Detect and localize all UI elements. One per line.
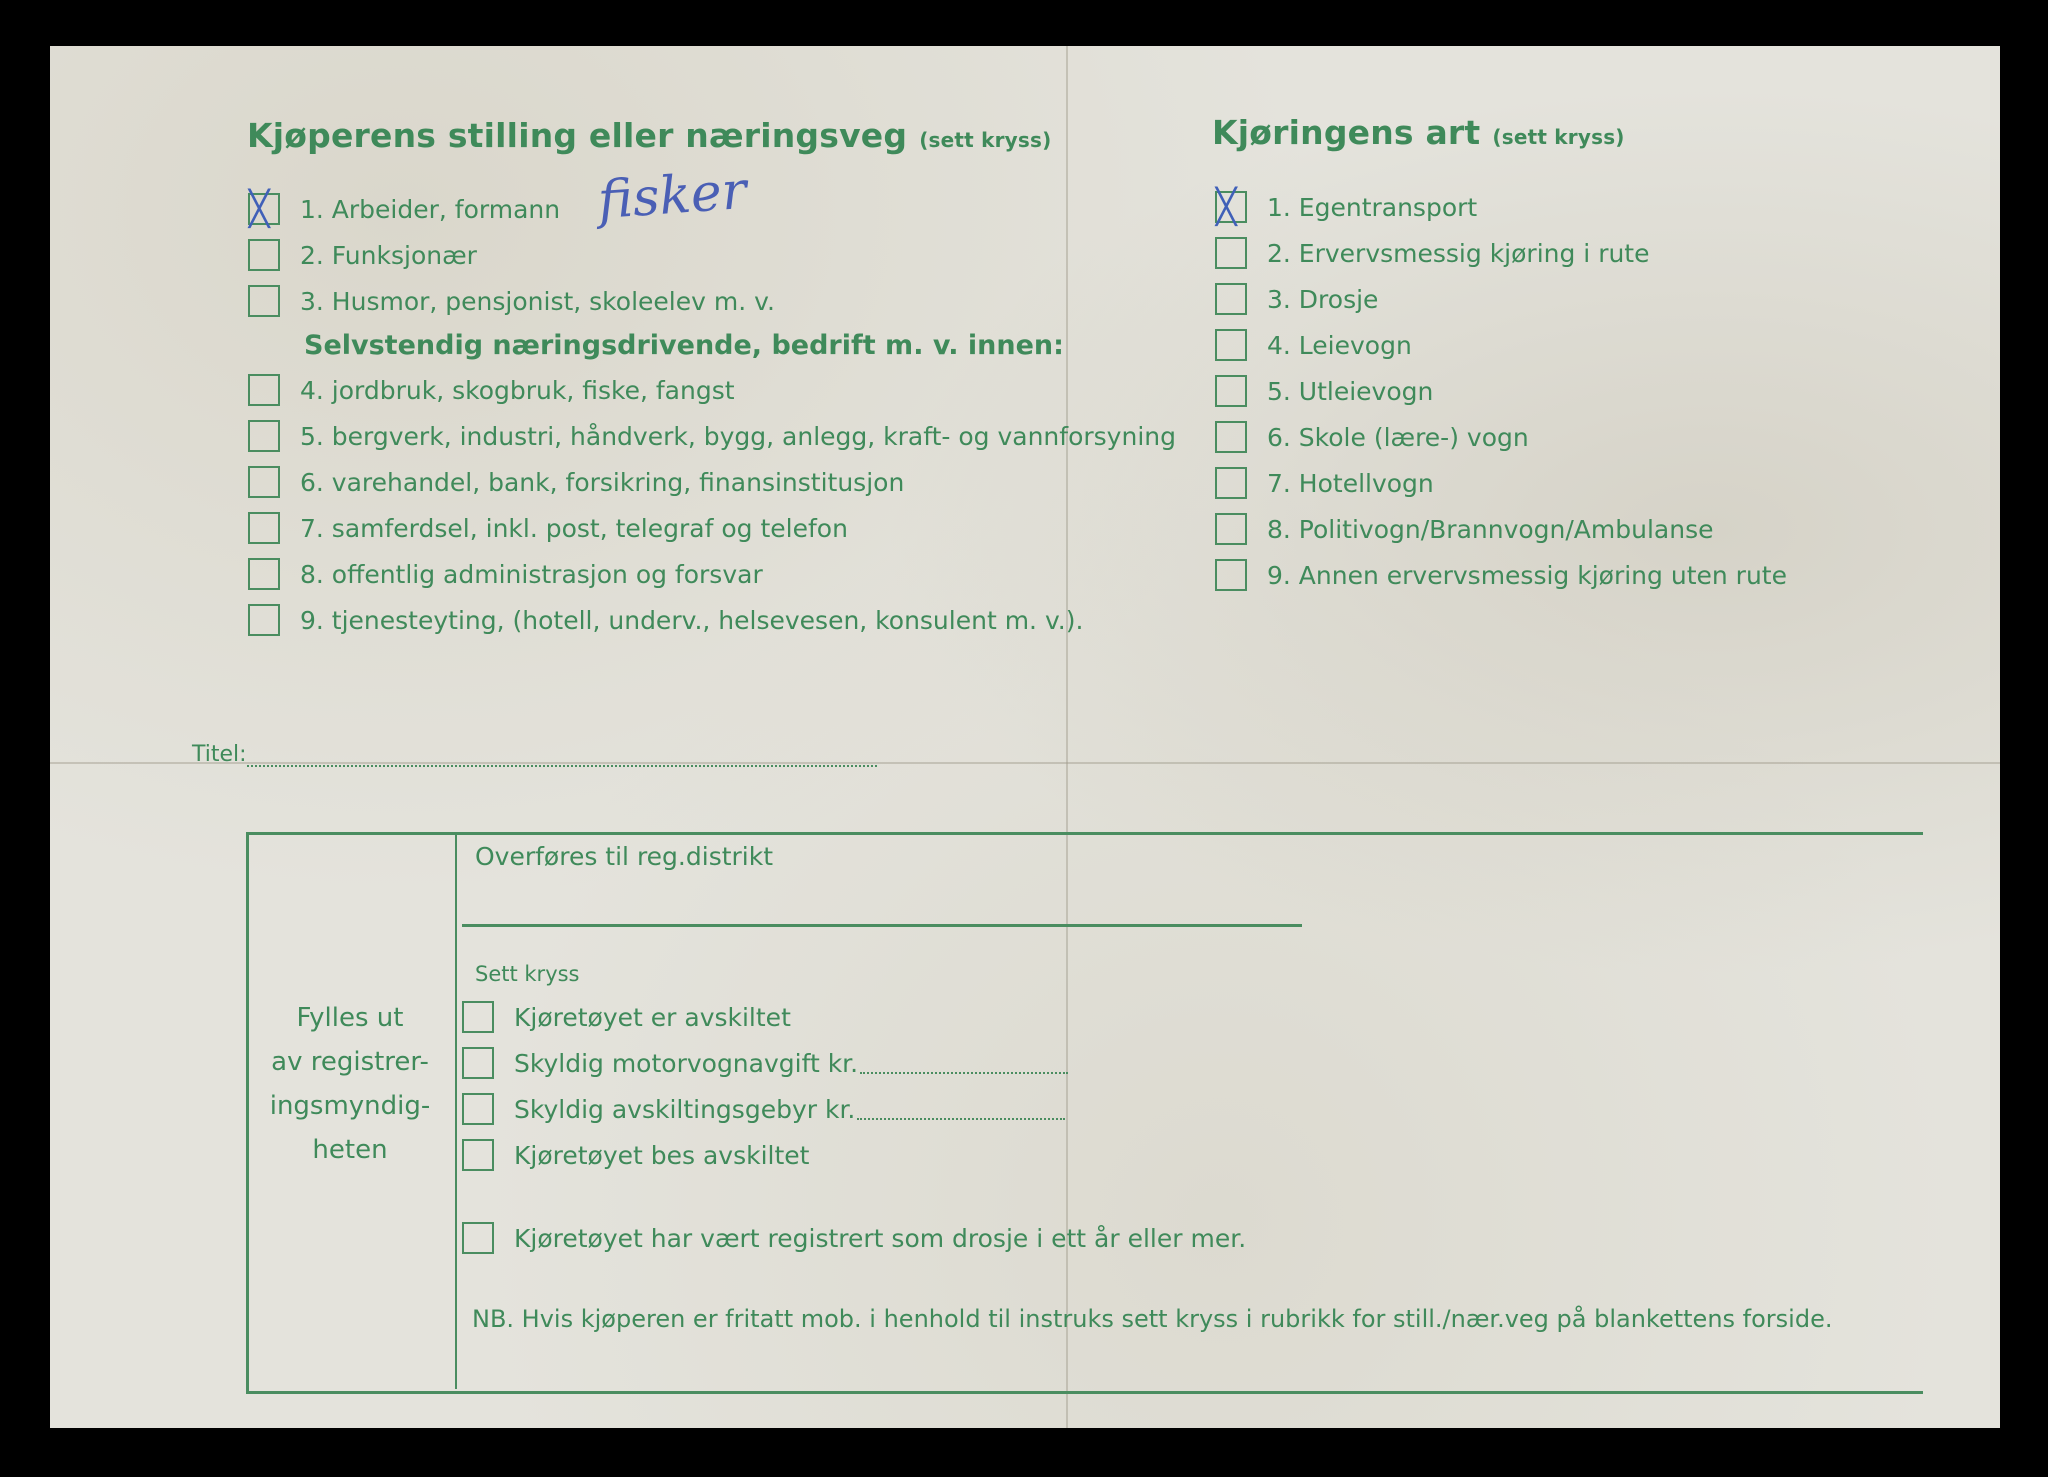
transfer-label: Overføres til reg.distrikt — [475, 842, 774, 871]
driving-type-label-9: 9. Annen ervervsmessig kjøring uten rute — [1267, 560, 1787, 590]
buyer-occupation-note: (sett kryss) — [919, 128, 1052, 152]
buyer-occupation-heading — [247, 116, 1051, 155]
occupation-label-4: 4. jordbruk, skogbruk, fiske, fangst — [300, 375, 735, 405]
driving-type-row-6[interactable] — [1215, 418, 1529, 456]
occupation-row-7[interactable] — [248, 509, 848, 547]
registry-checkbox-4[interactable] — [462, 1139, 494, 1171]
taxi-check-label: Kjøretøyet har vært registrert som drosje i ett år eller mer. — [514, 1223, 1247, 1253]
driving-type-row-8[interactable] — [1215, 510, 1714, 548]
registry-check-row-1[interactable] — [462, 998, 791, 1036]
driving-type-label-4: 4. Leievogn — [1267, 330, 1412, 360]
driving-type-checkbox-1[interactable] — [1215, 187, 1247, 227]
registry-check-label-4: Kjøretøyet bes avskiltet — [514, 1140, 810, 1170]
registry-checkbox-2[interactable] — [462, 1047, 494, 1079]
driving-type-label-3: 3. Drosje — [1267, 284, 1379, 314]
taxi-check-row[interactable] — [462, 1219, 1246, 1257]
occupation-checkbox-2[interactable] — [248, 239, 280, 271]
registry-check-label-1: Kjøretøyet er avskiltet — [514, 1002, 791, 1032]
title-field[interactable] — [192, 742, 877, 767]
box-divider — [455, 832, 457, 1389]
driving-type-checkbox-7[interactable] — [1215, 467, 1247, 499]
title-label: Titel: — [192, 742, 247, 767]
occupation-row-2[interactable] — [248, 236, 477, 274]
side-label-line-1: Fylles ut — [296, 1003, 404, 1033]
occupation-label-9: 9. tjenesteyting, (hotell, underv., helsevesen, konsulent m. v.). — [300, 605, 1084, 635]
occupation-label-1: 1. Arbeider, formann — [300, 194, 561, 224]
driving-type-label-1: 1. Egentransport — [1267, 192, 1478, 222]
driving-type-label-5: 5. Utleievogn — [1267, 376, 1434, 406]
driving-type-row-9[interactable] — [1215, 556, 1787, 594]
occupation-checkbox-5[interactable] — [248, 420, 280, 452]
sett-kryss-label: Sett kryss — [475, 962, 580, 986]
occupation-label-6: 6. varehandel, bank, forsikring, finansinstitusjon — [300, 467, 905, 497]
occupation-row-9[interactable] — [248, 601, 1083, 639]
check-x-mark-icon: ╳ — [1216, 187, 1237, 227]
transfer-district-line[interactable] — [462, 924, 1302, 927]
side-label-line-3: ingsmyndig- — [269, 1091, 431, 1121]
amount-dotted-line-2[interactable] — [860, 1052, 1068, 1074]
side-label-line-4: heten — [312, 1135, 388, 1165]
buyer-occupation-title: Kjøperens stilling eller næringsveg — [247, 116, 908, 155]
occupation-checkbox-7[interactable] — [248, 512, 280, 544]
registry-check-row-2[interactable] — [462, 1044, 1068, 1082]
registry-checkbox-1[interactable] — [462, 1001, 494, 1033]
driving-type-row-2[interactable] — [1215, 234, 1650, 272]
occupation-checkbox-3[interactable] — [248, 285, 280, 317]
driving-type-checkbox-3[interactable] — [1215, 283, 1247, 315]
occupation-label-3: 3. Husmor, pensjonist, skoleelev m. v. — [300, 286, 775, 316]
driving-type-label-6: 6. Skole (lære-) vogn — [1267, 422, 1529, 452]
registry-checkbox-3[interactable] — [462, 1093, 494, 1125]
driving-type-checkbox-5[interactable] — [1215, 375, 1247, 407]
occupation-checkbox-1[interactable] — [248, 189, 280, 229]
driving-type-checkbox-2[interactable] — [1215, 237, 1247, 269]
registry-side-label — [250, 996, 450, 1172]
registry-check-row-3[interactable] — [462, 1090, 1065, 1128]
occupation-row-5[interactable] — [248, 417, 1176, 455]
driving-type-checkbox-4[interactable] — [1215, 329, 1247, 361]
occupation-label-2: 2. Funksjonær — [300, 240, 477, 270]
driving-type-row-1[interactable] — [1215, 188, 1477, 226]
occupation-row-4[interactable] — [248, 371, 735, 409]
driving-type-label-2: 2. Ervervsmessig kjøring i rute — [1267, 238, 1650, 268]
driving-type-row-3[interactable] — [1215, 280, 1378, 318]
exemption-note: NB. Hvis kjøperen er fritatt mob. i henhold til instruks sett kryss i rubrikk for still./nær.veg på blankettens forside. — [472, 1305, 1833, 1333]
occupation-row-6[interactable] — [248, 463, 904, 501]
occupation-checkbox-4[interactable] — [248, 374, 280, 406]
box-top-border — [246, 832, 1923, 835]
driving-type-row-4[interactable] — [1215, 326, 1412, 364]
self-employed-subheading: Selvstendig næringsdrivende, bedrift m. v. innen: — [304, 330, 1064, 361]
driving-type-row-5[interactable] — [1215, 372, 1433, 410]
driving-type-title: Kjøringens art — [1212, 113, 1481, 152]
driving-type-checkbox-8[interactable] — [1215, 513, 1247, 545]
occupation-label-8: 8. offentlig administrasjon og forsvar — [300, 559, 763, 589]
registry-check-row-4[interactable] — [462, 1136, 809, 1174]
driving-type-checkbox-6[interactable] — [1215, 421, 1247, 453]
check-x-mark-icon: ╳ — [249, 189, 270, 229]
driving-type-row-7[interactable] — [1215, 464, 1434, 502]
driving-type-note: (sett kryss) — [1492, 125, 1625, 149]
taxi-checkbox[interactable] — [462, 1222, 494, 1254]
handwritten-occupation: fisker — [596, 160, 749, 232]
side-label-line-2: av registrer- — [271, 1047, 429, 1077]
box-bottom-border — [246, 1391, 1923, 1394]
driving-type-heading — [1212, 113, 1625, 152]
box-left-border — [246, 832, 249, 1394]
occupation-row-3[interactable] — [248, 282, 775, 320]
registry-check-label-3: Skyldig avskiltingsgebyr kr. — [514, 1094, 856, 1124]
driving-type-label-8: 8. Politivogn/Brannvogn/Ambulanse — [1267, 514, 1714, 544]
registry-check-label-2: Skyldig motorvognavgift kr. — [514, 1048, 859, 1078]
amount-dotted-line-3[interactable] — [857, 1098, 1065, 1120]
occupation-checkbox-8[interactable] — [248, 558, 280, 590]
occupation-label-7: 7. samferdsel, inkl. post, telegraf og telefon — [300, 513, 848, 543]
occupation-checkbox-6[interactable] — [248, 466, 280, 498]
occupation-row-8[interactable] — [248, 555, 763, 593]
driving-type-checkbox-9[interactable] — [1215, 559, 1247, 591]
occupation-label-5: 5. bergverk, industri, håndverk, bygg, anlegg, kraft- og vannforsyning — [300, 421, 1176, 451]
occupation-row-1[interactable] — [248, 190, 560, 228]
occupation-checkbox-9[interactable] — [248, 604, 280, 636]
driving-type-label-7: 7. Hotellvogn — [1267, 468, 1434, 498]
title-dotted-line — [247, 747, 877, 767]
